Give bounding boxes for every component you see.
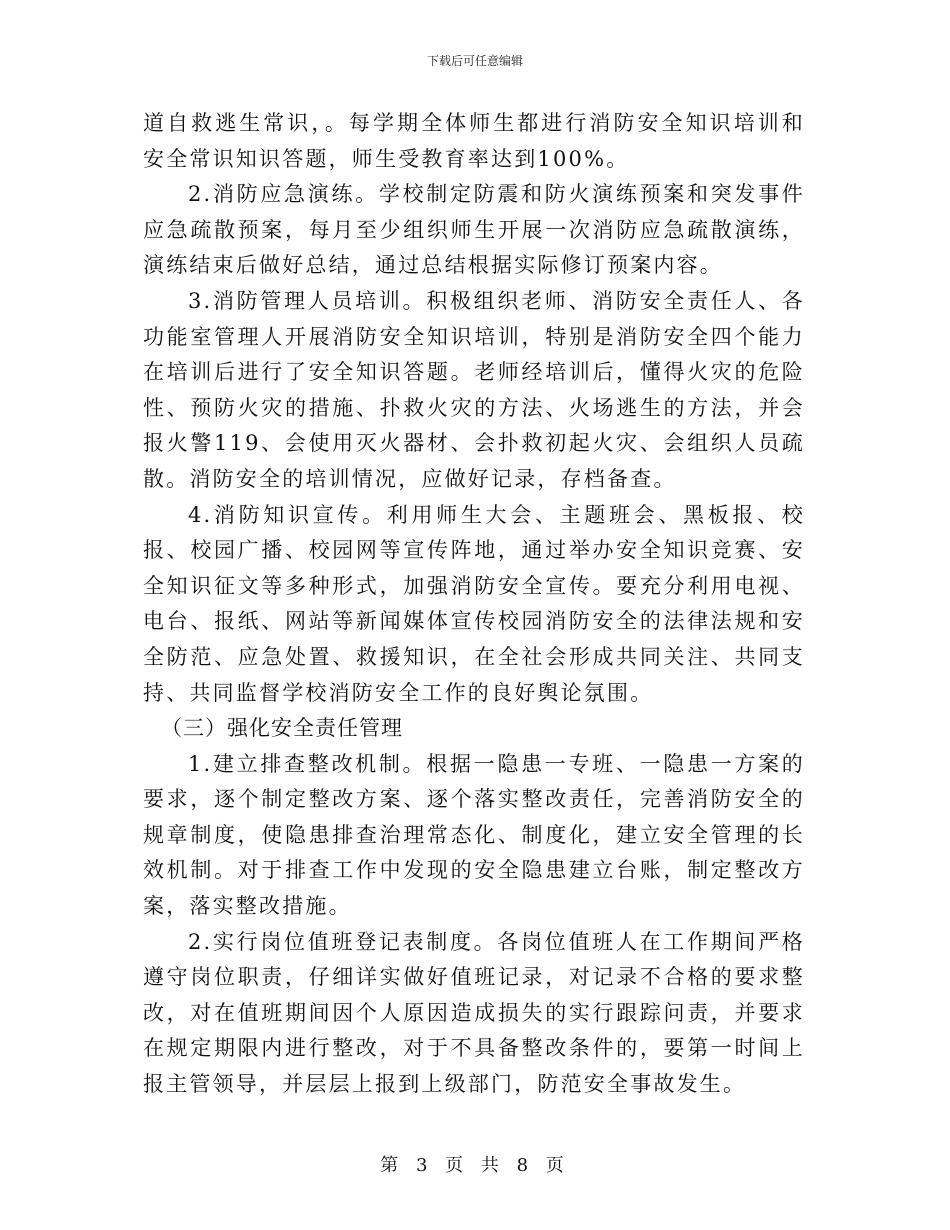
- section-heading-responsibility: （三）强化安全责任管理: [161, 716, 403, 741]
- paragraph-rectification-mechanism: 1.建立排查整改机制。根据一隐患一专班、一隐患一方案的要求，逐个制定整改方案、逐个落实整改责任，完善消防安全的规章制度，使隐患排查治理常态化、制度化，建立安全管理的长效机制。对于排查工作中发现的安全隐患建立台账，制定整改方案，落实整改措施。: [143, 751, 805, 919]
- paragraph-knowledge-promotion: 4.消防知识宣传。利用师生大会、主题班会、黑板报、校报、校园广播、校园网等宣传阵地，通过举办安全知识竞赛、安全知识征文等多种形式，加强消防安全宣传。要充分利用电视、电台、报纸、网站等新闻媒体宣传校园消防安全的法律法规和安全防范、应急处置、救援知识，在全社会形成共同关注、共同支持、共同监督学校消防安全工作的良好舆论氛围。: [143, 502, 805, 705]
- paragraph-continuation: 道自救逃生常识，。每学期全体师生都进行消防安全知识培训和安全常识知识答题，师生受教育率达到100%。: [143, 111, 805, 171]
- paragraph-duty-registration: 2.实行岗位值班登记表制度。各岗位值班人在工作期间严格遵守岗位职责，仔细详实做好值班记录，对记录不合格的要求整改，对在值班期间因个人原因造成损失的实行跟踪问责，并要求在规定期限内进行整改，对于不具备整改条件的，要第一时间上报主管领导，并层层上报到上级部门，防范安全事故发生。: [143, 929, 805, 1097]
- paragraph-fire-drill: 2.消防应急演练。学校制定防震和防火演练预案和突发事件应急疏散预案，每月至少组织师生开展一次消防应急疏散演练，演练结束后做好总结，通过总结根据实际修订预案内容。: [143, 182, 805, 278]
- page-header-note: 下载后可任意编辑: [426, 54, 523, 68]
- document-body: [143, 106, 805, 1103]
- paragraph-staff-training: 3.消防管理人员培训。积极组织老师、消防安全责任人、各功能室管理人开展消防安全知识培训，特别是消防安全四个能力在培训后进行了安全知识答题。老师经培训后，懂得火灾的危险性、预防火灾的措施、扑救火灾的方法、火场逃生的方法，并会报火警119、会使用灭火器材、会扑救初起火灾、会组织人员疏散。消防安全的培训情况，应做好记录，存档备查。: [143, 288, 805, 491]
- page-number: 第 3 页 共 8 页: [380, 1155, 570, 1176]
